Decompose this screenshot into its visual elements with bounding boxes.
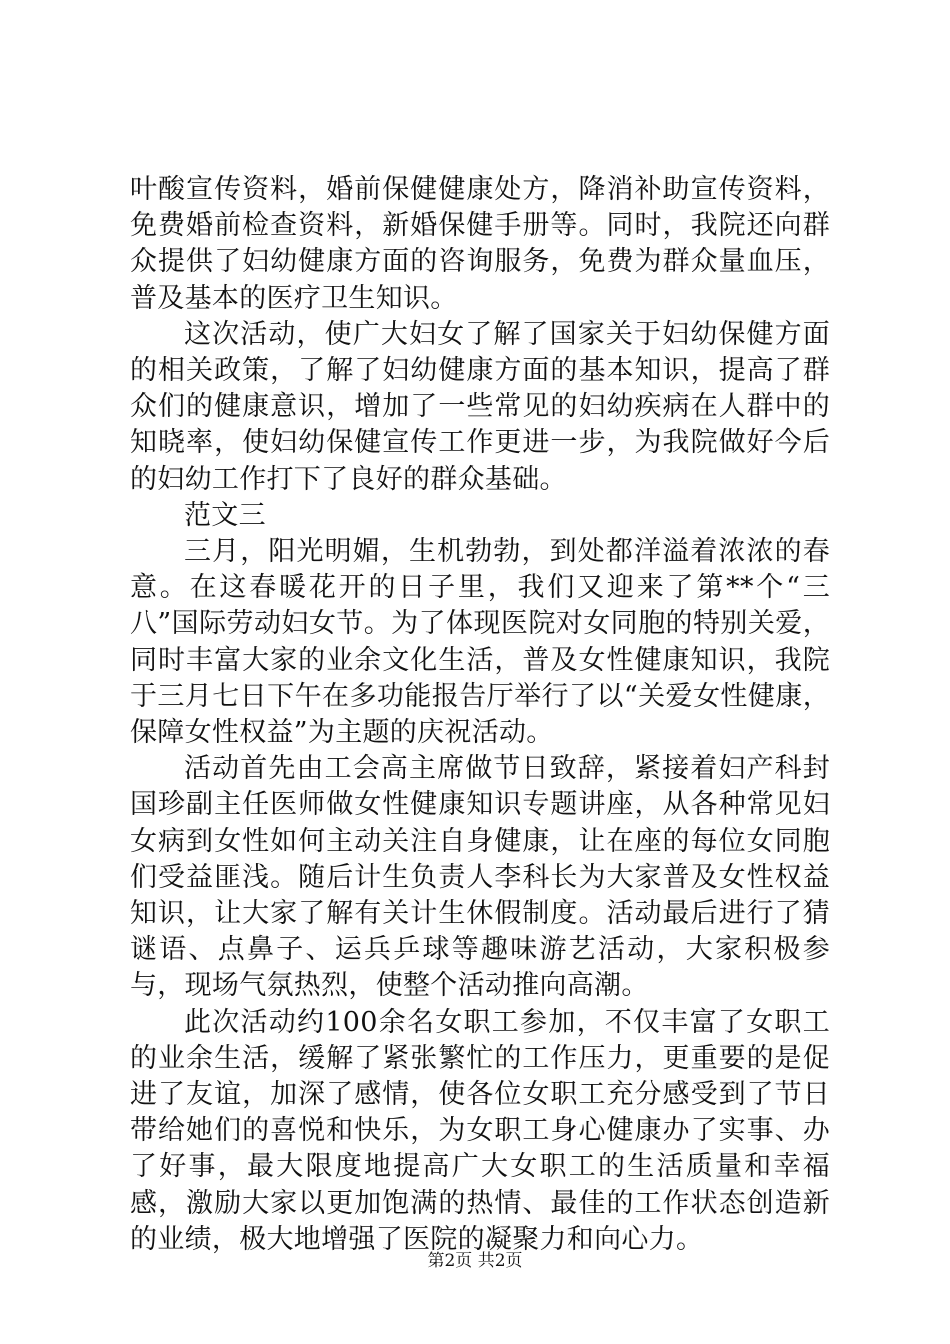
document-body [130, 172, 830, 1258]
paragraph-2: 这次活动，使广大妇女了解了国家关于妇幼保健方面的相关政策，了解了妇幼健康方面的基本知识，提高了群众们的健康意识，增加了一些常见的妇幼疾病在人群中的知晓率，使妇幼保健宣传工作更进一步，为我院做好今后的妇幼工作打下了良好的群众基础。 [130, 318, 830, 495]
paragraph-5: 此次活动约100余名女职工参加，不仅丰富了女职工的业余生活，缓解了紧张繁忙的工作压力，更重要的是促进了友谊，加深了感情，使各位女职工充分感受到了节日带给她们的喜悦和快乐，为女职工身心健康办了实事、办了好事，最大限度地提高广大女职工的生活质量和幸福感，激励大家以更加饱满的热情、最佳的工作状态创造新的业绩，极大地增强了医院的凝聚力和向心力。 [130, 1006, 830, 1255]
paragraph-1: 叶酸宣传资料，婚前保健健康处方，降消补助宣传资料，免费婚前检查资料，新婚保健手册等。同时，我院还向群众提供了妇幼健康方面的咨询服务，免费为群众量血压，普及基本的医疗卫生知识。 [130, 174, 830, 314]
page-number-footer: 第2页 共2页 [427, 1251, 523, 1271]
section-heading: 范文三 [184, 499, 266, 531]
paragraph-4: 活动首先由工会高主席做节日致辞，紧接着妇产科封国珍副主任医师做女性健康知识专题讲座，从各种常见妇女病到女性如何主动关注自身健康，让在座的每位女同胞们受益匪浅。随后计生负责人李科长为大家普及女性权益知识，让大家了解有关计生休假制度。活动最后进行了猜谜语、点鼻子、运兵乒球等趣味游艺活动，大家积极参与，现场气氛热烈，使整个活动推向高潮。 [130, 753, 830, 1002]
paragraph-3: 三月，阳光明媚，生机勃勃，到处都洋溢着浓浓的春意。在这春暖花开的日子里，我们又迎来了第**个“三八”国际劳动妇女节。为了体现医院对女同胞的特别关爱，同时丰富大家的业余文化生活，普及女性健康知识，我院于三月七日下午在多功能报告厅举行了以“关爱女性健康，保障女性权益”为主题的庆祝活动。 [130, 536, 830, 749]
